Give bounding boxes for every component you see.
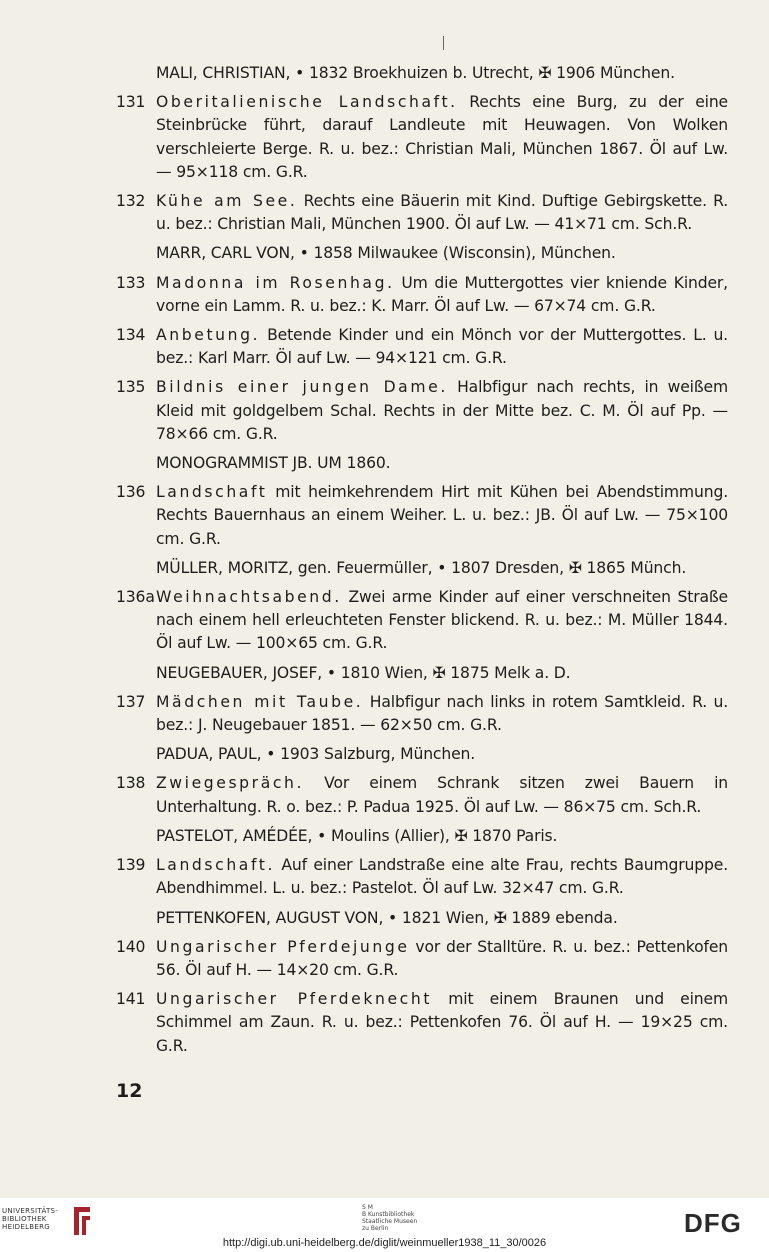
partner-line: Staatliche Museen (362, 1218, 418, 1225)
entry-description (156, 691, 728, 737)
entry-number: 138 (116, 774, 146, 793)
entry-title: Zwiegespräch. (156, 774, 305, 793)
entry-description (156, 936, 728, 982)
partner-line: zu Berlin (362, 1225, 389, 1232)
entry-description (156, 481, 728, 551)
catalog-entries (116, 62, 728, 1058)
entry-number: 134 (116, 326, 146, 345)
entry-text: Rechts eine Burg, zu der eine Steinbrücke führt, darauf Landleute mit Heuwagen. Von Wolken verschleierte Berge. R. u. bez.: Christian Mali, München 1867. Öl auf Lw. — 95×118 cm. G.R. (156, 93, 728, 181)
entry-number: 141 (116, 990, 146, 1009)
entry-text: mit einem Braunen und einem Schimmel am Zaun. R. u. bez.: Pettenkofen 76. Öl auf H. — 19×25 cm. G.R. (156, 990, 728, 1055)
catalog-entry (116, 854, 728, 900)
entry-number: 140 (116, 937, 146, 956)
partner-line: B Kunstbibliothek (362, 1211, 415, 1218)
entry-description (156, 854, 728, 900)
page-edge-mark (443, 36, 444, 50)
entry-description (156, 376, 728, 446)
entry-number: 139 (116, 856, 146, 875)
entry-text: vor der Stalltüre. R. u. bez.: Pettenkofen 56. Öl auf H. — 14×20 cm. G.R. (156, 937, 729, 979)
entry-description (156, 772, 728, 818)
artist-heading: MALI, CHRISTIAN, • 1832 Broekhuizen b. Utrecht, ✠ 1906 München. (156, 64, 675, 82)
artist-heading: MÜLLER, MORITZ, gen. Feuermüller, • 1807 Dresden, ✠ 1865 Münch. (156, 558, 687, 577)
artist-heading: PADUA, PAUL, • 1903 Salzburg, München. (156, 745, 476, 764)
artist-heading: PASTELOT, AMÉDÉE, • Moulins (Allier), ✠ 1870 Paris. (156, 826, 558, 845)
entry-number: 135 (116, 378, 146, 397)
entry-text: Rechts eine Bäuerin mit Kind. Duftige Gebirgskette. R. u. bez.: Christian Mali, München 1900. Öl auf Lw. — 41×71 cm. Sch.R. (156, 192, 729, 234)
dfg-logo[interactable]: DFG (684, 1208, 742, 1238)
entry-description (156, 91, 728, 184)
entry-title: Mädchen mit Taube. (156, 692, 364, 711)
entry-text: Zwei arme Kinder auf einer verschneiten Straße nach einem hell erleuchteten Fenster blickend. R. u. bez.: M. Müller 1844. Öl auf Lw. — 100×65 cm. G.R. (156, 588, 728, 653)
catalog-entry (116, 936, 728, 982)
entry-title: Anbetung. (156, 326, 261, 345)
entry-text: mit heimkehrendem Hirt mit Kühen bei Abendstimmung. Rechts Bauernhaus an einem Weiher. L. u. bez.: JB. Öl auf Lw. — 75×100 cm. G.R. (156, 483, 728, 548)
entry-text: Betende Kinder und ein Mönch vor der Muttergottes. L. u. bez.: Karl Marr. Öl auf Lw. — 94×121 cm. G.R. (156, 326, 728, 368)
entry-text: Halbfigur nach links in rotem Samtkleid. R. u. bez.: J. Neugebauer 1851. — 62×50 cm. G.R. (156, 692, 728, 735)
entry-description (156, 272, 728, 318)
entry-title: Landschaft (156, 483, 268, 502)
entry-number: 136 (116, 483, 146, 502)
entry-text: Auf einer Landstraße eine alte Frau, rechts Baumgruppe. Abendhimmel. L. u. bez.: Pastelot. Öl auf Lw. 32×47 cm. G.R. (156, 856, 728, 898)
library-name-line: BIBLIOTHEK (2, 1215, 47, 1223)
entry-text: Vor einem Schrank sitzen zwei Bauern in Unterhaltung. R. o. bez.: P. Padua 1925. Öl auf Lw. — 86×75 cm. Sch.R. (156, 774, 728, 816)
page-number: 12 (116, 1080, 143, 1102)
entry-description (156, 190, 728, 236)
artist-heading: MARR, CARL VON, • 1858 Milwaukee (Wisconsin), München. (156, 244, 616, 263)
heidelberg-library-logo-icon[interactable] (70, 1204, 94, 1238)
catalog-entry (116, 988, 728, 1058)
artist-heading: PETTENKOFEN, AUGUST VON, • 1821 Wien, ✠ 1889 ebenda. (156, 908, 618, 927)
catalog-entry (116, 772, 728, 818)
entry-number: 136a (116, 588, 155, 607)
catalog-entry (116, 481, 728, 551)
entry-description (156, 324, 728, 370)
artist-heading: MONOGRAMMIST JB. UM 1860. (156, 454, 391, 473)
catalog-entry (116, 272, 728, 318)
permalink-url[interactable]: http://digi.ub.uni-heidelberg.de/diglit/weinmueller1938_11_30/0026 (222, 1237, 547, 1249)
entry-number: 133 (116, 273, 146, 292)
entry-title: Oberitalienische Landschaft. (156, 93, 458, 112)
library-name-line: UNIVERSITÄTS- (2, 1207, 59, 1215)
catalog-entry (116, 376, 728, 446)
entry-description (156, 988, 728, 1058)
catalog-entry (116, 91, 728, 184)
library-name[interactable] (2, 1207, 58, 1231)
entry-title: Ungarischer Pferdeknecht (156, 990, 433, 1009)
artist-heading: NEUGEBAUER, JOSEF, • 1810 Wien, ✠ 1875 Melk a. D. (156, 663, 571, 682)
partner-institution (362, 1204, 417, 1232)
entry-number: 132 (116, 192, 146, 211)
entry-title: Bildnis einer jungen Dame. (156, 378, 448, 397)
catalog-entry (116, 586, 728, 656)
entry-title: Landschaft. (156, 856, 276, 875)
partner-line: S M (362, 1204, 373, 1211)
entry-title: Madonna im Rosenhag. (156, 273, 395, 292)
catalog-entry (116, 324, 728, 370)
entry-text: Halbfigur nach rechts, in weißem Kleid mit goldgelbem Schal. Rechts in der Mitte bez. C. M. Öl auf Pp. — 78×66 cm. G.R. (156, 378, 728, 443)
entry-number: 137 (116, 692, 146, 711)
entry-title: Kühe am See. (156, 192, 298, 211)
entry-description (156, 586, 728, 656)
catalog-entry (116, 691, 728, 737)
library-name-line: HEIDELBERG (2, 1223, 50, 1231)
entry-title: Ungarischer Pferdejunge (156, 937, 410, 956)
entry-title: Weihnachtsabend. (156, 588, 342, 607)
entry-number: 131 (116, 93, 146, 112)
catalog-entry (116, 190, 728, 236)
entry-text: Um die Muttergottes vier kniende Kinder, vorne ein Lamm. R. u. bez.: K. Marr. Öl auf Lw. — 67×74 cm. G.R. (156, 273, 728, 315)
